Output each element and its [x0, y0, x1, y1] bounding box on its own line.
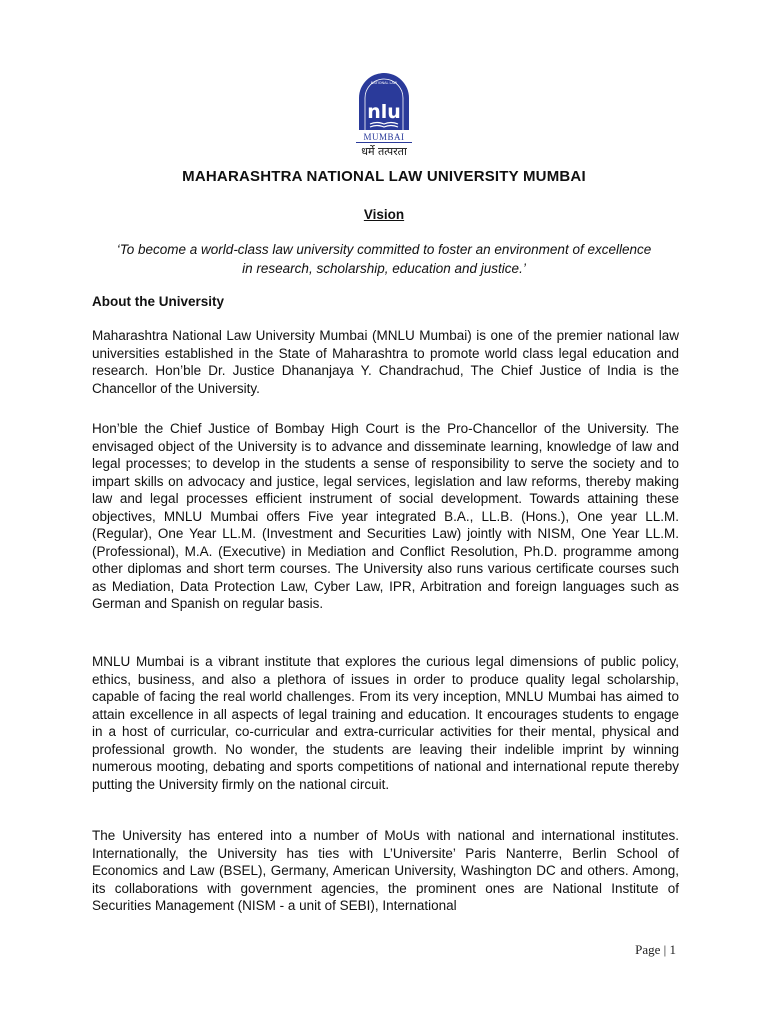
about-paragraph: MNLU Mumbai is a vibrant institute that explores the curious legal dimensions of public policy, ethics, business, and also a plethora of issues in order to produce quality legal scholarship, capable of facing the real world challenges. From its very inception, MNLU Mumbai has aimed to attain excellence in all aspects of legal training and education. It encourages students to engage in a host of curricular, co-curricular and extra-curricular activities for their mental, physical and professional growth. No wonder, the students are leaving their indelible imprint by winning numerous mooting, debating and sports competitions of national and international repute thereby putting the University firmly on the national circuit. — [92, 654, 679, 792]
about-paragraph: The University has entered into a number of MoUs with national and international institutes. Internationally, the University has ties with L’Universite’ Paris Nanterre, Berlin School of Economics and Law (BSEL), Germany, American University, Washington DC and others. Among, its collaborations with government agencies, the prominent ones are National Institute of Securities Management (NISM - a unit of SEBI), International — [92, 828, 679, 913]
about-paragraph: Hon’ble the Chief Justice of Bombay High Court is the Pro-Chancellor of the University. The envisaged object of the University is to advance and disseminate learning, knowledge of law and legal processes; to develop in the students a sense of responsibility to serve the society and to impart skills on advocacy and justice, legal services, legislation and law reforms, thereby making law and legal processes efficient instrument of social development. Towards attaining these objectives, MNLU Mumbai offers Five year integrated B.A., LL.B. (Hons.), One year LL.M. (Regular), One Year LL.M. (Investment and Securities Law) jointly with NISM, One Year LL.M. (Professional), M.A. (Executive) in Mediation and Conflict Resolution, Ph.D. programme among other diplomas and short term courses. The University also runs various certificate courses such as Mediation, Data Protection Law, Cyber Law, IPR, Arbitration and foreign languages such as German and Spanish on regular basis. — [92, 421, 679, 611]
nlu-emblem-icon — [356, 70, 412, 132]
about-paragraph: Maharashtra National Law University Mumbai (MNLU Mumbai) is one of the premier national law universities established in the State of Maharashtra to promote world class legal education and research. Hon’ble Dr. Justice Dhananjaya Y. Chandrachud, The Chief Justice of India is the Chancellor of the University. — [92, 328, 679, 396]
logo-arc-text: NATIONAL LAW — [370, 81, 398, 85]
vision-statement: ‘To become a world-class law university committed to foster an environment of excellence in research, scholarship, education and justice.’ — [116, 242, 652, 276]
logo-city: MUMBAI — [356, 132, 412, 143]
vision-heading: Vision — [363, 207, 405, 222]
logo-letters: nlu — [367, 101, 401, 123]
about-heading: About the University — [92, 294, 225, 309]
page-number: Page | 1 — [635, 942, 676, 957]
nlu-logo — [356, 70, 412, 158]
university-title: MAHARASHTRA NATIONAL LAW UNIVERSITY MUMBAI — [182, 168, 586, 185]
logo-motto: धर्मे तत्परता — [361, 145, 407, 158]
